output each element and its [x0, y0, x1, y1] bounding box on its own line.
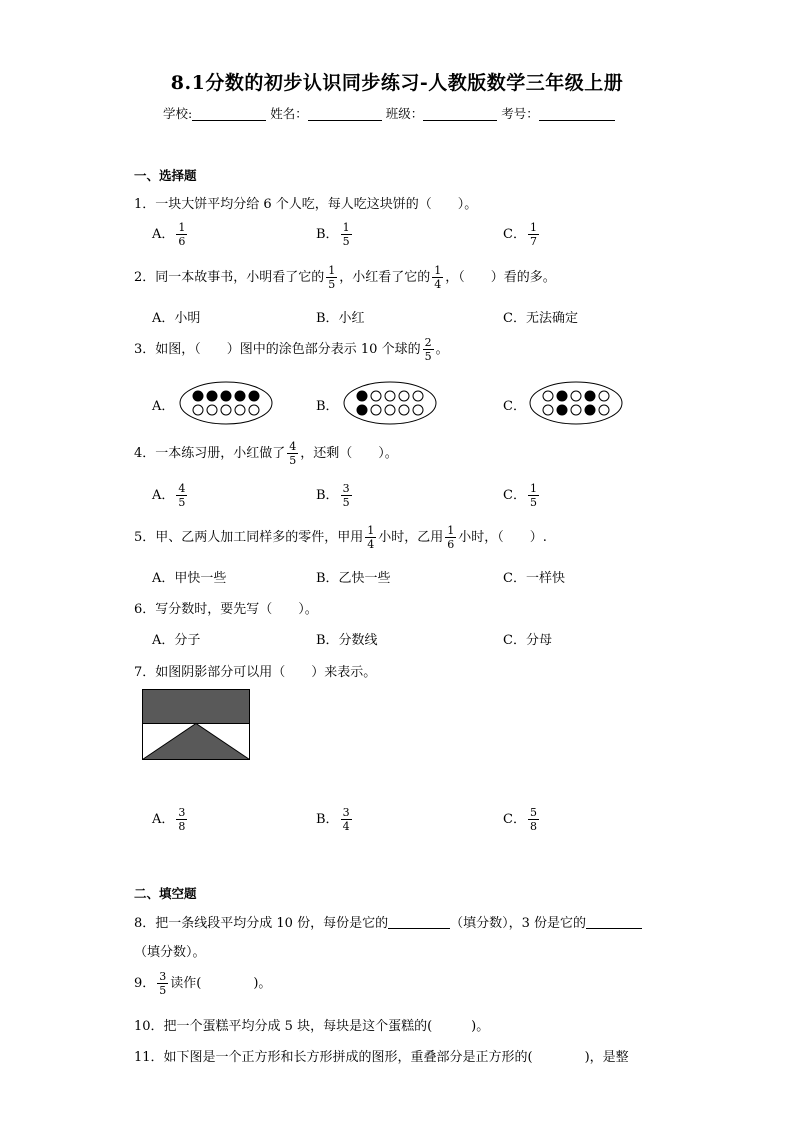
- q3-figure-a[interactable]: [178, 380, 274, 426]
- fraction: $\frac{1}{7}$: [529, 221, 537, 248]
- q6-option-c[interactable]: C．分母: [503, 633, 552, 648]
- fraction: $\frac{1}{6}$: [178, 221, 186, 248]
- q5-option-b[interactable]: B．乙快一些: [316, 571, 391, 586]
- question-10: 10．把一个蛋糕平均分成 5 块，每块是这个蛋糕的( )。: [134, 1019, 490, 1034]
- question-2: 2．同一本故事书，小明看了它的 $\frac{1}{5}$ ，小红看了它的 $\frac{1}{4}$ ，（ ）看的多。: [134, 264, 556, 291]
- section-title-choice: 一、选择题: [134, 168, 197, 183]
- q3-option-a-label[interactable]: A．: [152, 399, 175, 414]
- fraction: $\frac{4}{5}$: [289, 440, 297, 467]
- q4-option-b[interactable]: B． $\frac{3}{5}$: [316, 482, 350, 509]
- q3-option-c-label[interactable]: C．: [503, 399, 526, 414]
- question-3: 3．如图，（ ）图中的涂色部分表示 10 个球的 $\frac{2}{5}$ 。: [134, 336, 449, 363]
- question-7: 7．如图阴影部分可以用（ ）来表示。: [134, 665, 377, 680]
- fraction: $\frac{3}{4}$: [342, 806, 350, 833]
- q2-option-c[interactable]: C．无法确定: [503, 311, 578, 326]
- q3-figure-b[interactable]: [342, 380, 438, 426]
- question-5: 5．甲、乙两人加工同样多的零件，甲用 $\frac{1}{4}$ 小时，乙用 $\frac{1}{6}$ 小时，（ ）.: [134, 524, 547, 551]
- question-4: 4．一本练习册，小红做了 $\frac{4}{5}$ ，还剩（ ）。: [134, 440, 398, 467]
- q1-option-b[interactable]: B． $\frac{1}{5}$: [316, 221, 350, 248]
- class-blank[interactable]: [423, 108, 497, 121]
- q4-option-a[interactable]: A． $\frac{4}{5}$: [152, 482, 186, 509]
- fraction: $\frac{1}{6}$: [447, 524, 455, 551]
- q6-option-a[interactable]: A．分子: [152, 633, 201, 648]
- question-8: 8．把一条线段平均分成 10 份，每份是它的 （填分数），3 份是它的: [134, 912, 642, 931]
- q8-answer-blank-2[interactable]: [586, 916, 642, 929]
- name-label: 姓名：: [270, 106, 308, 121]
- q7-option-c[interactable]: C． $\frac{5}{8}$: [503, 806, 537, 833]
- q1-option-c[interactable]: C． $\frac{1}{7}$: [503, 221, 537, 248]
- q2-option-a[interactable]: A．小明: [152, 311, 201, 326]
- fraction: $\frac{3}{8}$: [178, 806, 186, 833]
- fraction: $\frac{1}{4}$: [434, 264, 442, 291]
- q5-option-c[interactable]: C．一样快: [503, 571, 565, 586]
- fraction: $\frac{1}{4}$: [367, 524, 375, 551]
- q5-option-a[interactable]: A．甲快一些: [152, 571, 227, 586]
- q4-option-c[interactable]: C． $\frac{1}{5}$: [503, 482, 537, 509]
- question-6: 6．写分数时，要先写（ ）。: [134, 602, 318, 617]
- q7-shaded-rectangle-figure: [142, 689, 250, 761]
- fraction: $\frac{1}{5}$: [328, 264, 336, 291]
- q1-option-a[interactable]: A． $\frac{1}{6}$: [152, 221, 186, 248]
- school-blank[interactable]: [192, 108, 266, 121]
- school-label: 学校:: [163, 106, 193, 121]
- fraction: $\frac{3}{5}$: [342, 482, 350, 509]
- page-title: 8.1分数的初步认识同步练习-人教版数学三年级上册: [170, 72, 624, 94]
- fraction: $\frac{2}{5}$: [424, 336, 432, 363]
- fraction: $\frac{3}{5}$: [159, 970, 167, 997]
- q2-option-b[interactable]: B．小红: [316, 311, 365, 326]
- fraction: $\frac{1}{5}$: [342, 221, 350, 248]
- exam-no-blank[interactable]: [539, 108, 615, 121]
- fraction: $\frac{1}{5}$: [529, 482, 537, 509]
- question-1: 1．一块大饼平均分给 6 个人吃，每人吃这块饼的（ ）。: [134, 197, 478, 212]
- question-9: 9． $\frac{3}{5}$ 读作( )。: [134, 970, 272, 997]
- q8-answer-blank-1[interactable]: [388, 916, 450, 929]
- q7-option-b[interactable]: B． $\frac{3}{4}$: [316, 806, 350, 833]
- q3-option-b-label[interactable]: B．: [316, 399, 339, 414]
- q3-figure-c[interactable]: [528, 380, 624, 426]
- section-title-fill-in: 二、填空题: [134, 886, 197, 901]
- question-8-continued: （填分数）。: [134, 945, 206, 960]
- class-label: 班级：: [385, 106, 424, 121]
- q7-option-a[interactable]: A． $\frac{3}{8}$: [152, 806, 186, 833]
- student-info-line: [163, 104, 615, 122]
- q6-option-b[interactable]: B．分数线: [316, 633, 378, 648]
- name-blank[interactable]: [308, 108, 382, 121]
- fraction: $\frac{5}{8}$: [529, 806, 537, 833]
- fraction: $\frac{4}{5}$: [178, 482, 186, 509]
- exam-no-label: 考号：: [501, 106, 539, 121]
- question-11: 11．如下图是一个正方形和长方形拼成的图形，重叠部分是正方形的( )，是整: [134, 1050, 629, 1065]
